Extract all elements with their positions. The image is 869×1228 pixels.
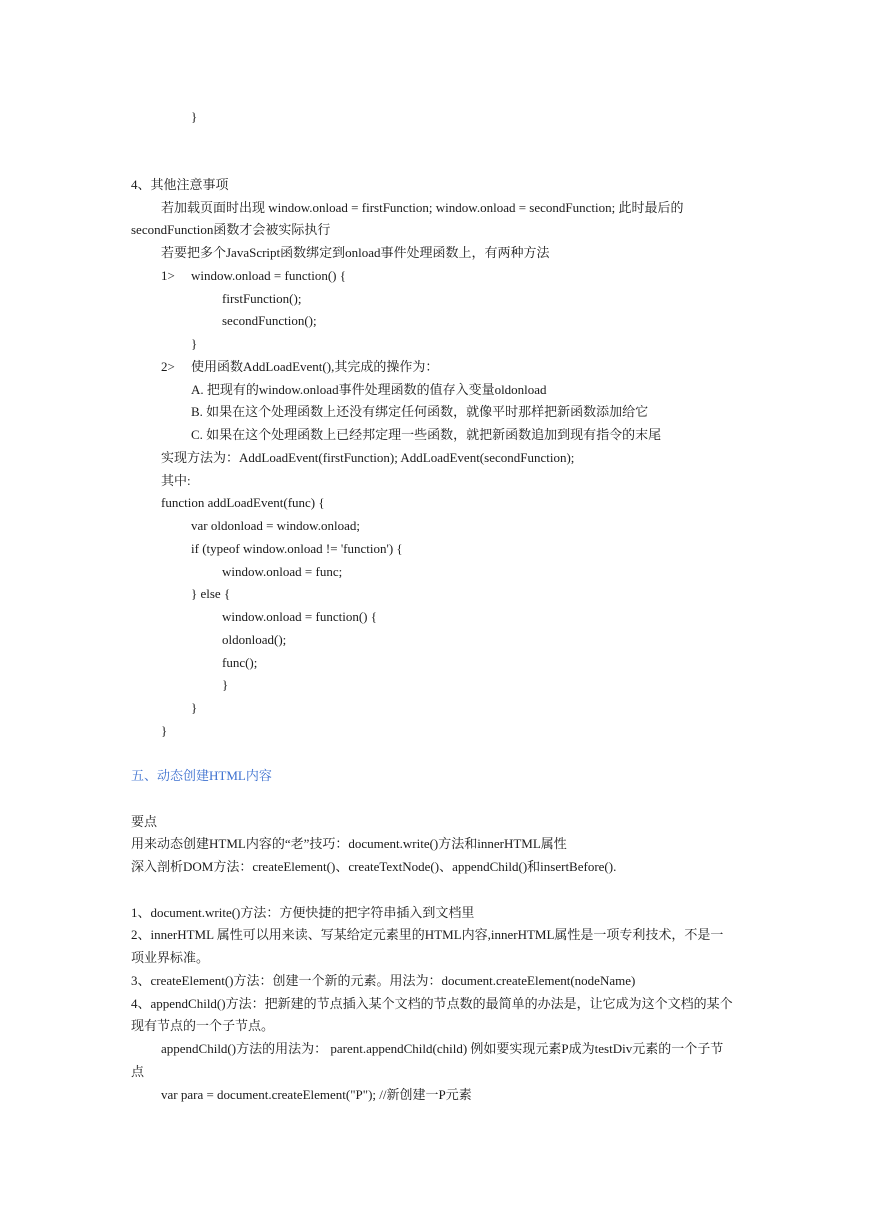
list-item: C. 如果在这个处理函数上已经邦定理一些函数，就把新函数追加到现有指令的末尾 [191,427,662,442]
paragraph-line: 2、innerHTML 属性可以用来读、写某给定元素里的HTML内容,innerHTML属性是一项专利技术，不是一 [131,927,724,942]
paragraph-line: 现有节点的一个子节点。 [131,1018,275,1033]
code-brace: } [191,109,198,124]
paragraph-line: secondFunction函数才会被实际执行 [131,222,331,237]
code-line: oldonload(); [222,632,287,647]
code-line: func(); [222,655,258,670]
paragraph-line: 实现方法为：AddLoadEvent(firstFunction); AddLoadEvent(secondFunction); [161,450,575,465]
paragraph-line: 用来动态创建HTML内容的“老”技巧：document.write()方法和innerHTML属性 [131,836,567,851]
paragraph-line: 使用函数AddLoadEvent(),其完成的操作为： [191,359,439,374]
paragraph-line: appendChild()方法的用法为： parent.appendChild(child) 例如要实现元素P成为testDiv元素的一个子节 [161,1041,724,1056]
code-line: function addLoadEvent(func) { [161,495,325,510]
list-marker: 1> [161,268,175,283]
code-line: window.onload = func; [222,564,343,579]
section-heading: 4、其他注意事项 [131,177,229,192]
paragraph-line: 深入剖析DOM方法：createElement()、createTextNode()、appendChild()和insertBefore(). [131,859,617,874]
section-title: 五、动态创建HTML内容 [131,768,272,783]
list-item: B. 如果在这个处理函数上还没有绑定任何函数，就像平时那样把新函数添加给它 [191,404,649,419]
paragraph-line: 若加载页面时出现 window.onload = firstFunction; window.onload = secondFunction; 此时最后的 [161,200,684,215]
code-brace: } [222,677,229,692]
paragraph-line: 点 [131,1064,145,1079]
code-line: window.onload = function() { [191,268,346,283]
code-line: secondFunction(); [222,313,317,328]
code-line: firstFunction(); [222,291,302,306]
code-brace: } [191,700,198,715]
list-item: A. 把现有的window.onload事件处理函数的值存入变量oldonload [191,382,547,397]
list-marker: 2> [161,359,175,374]
paragraph-line: 1、document.write()方法：方便快捷的把字符串插入到文档里 [131,905,475,920]
paragraph-line: 3、createElement()方法：创建一个新的元素。用法为：document.createElement(nodeName) [131,973,636,988]
code-brace: } [191,336,198,351]
code-line: if (typeof window.onload != 'function') { [191,541,403,556]
section-heading: 要点 [131,814,158,829]
code-line: window.onload = function() { [222,609,377,624]
code-line: } else { [191,586,231,601]
code-brace: } [161,723,168,738]
paragraph-line: 其中: [161,473,191,488]
code-line: var oldonload = window.onload; [191,518,360,533]
paragraph-line: 项业界标准。 [131,950,210,965]
paragraph-line: 4、appendChild()方法：把新建的节点插入某个文档的节点数的最简单的办法是，让它成为这个文档的某个 [131,996,733,1011]
paragraph-line: 若要把多个JavaScript函数绑定到onload事件处理函数上，有两种方法 [161,245,550,260]
code-line: var para = document.createElement("P"); //新创建一P元素 [161,1087,472,1102]
